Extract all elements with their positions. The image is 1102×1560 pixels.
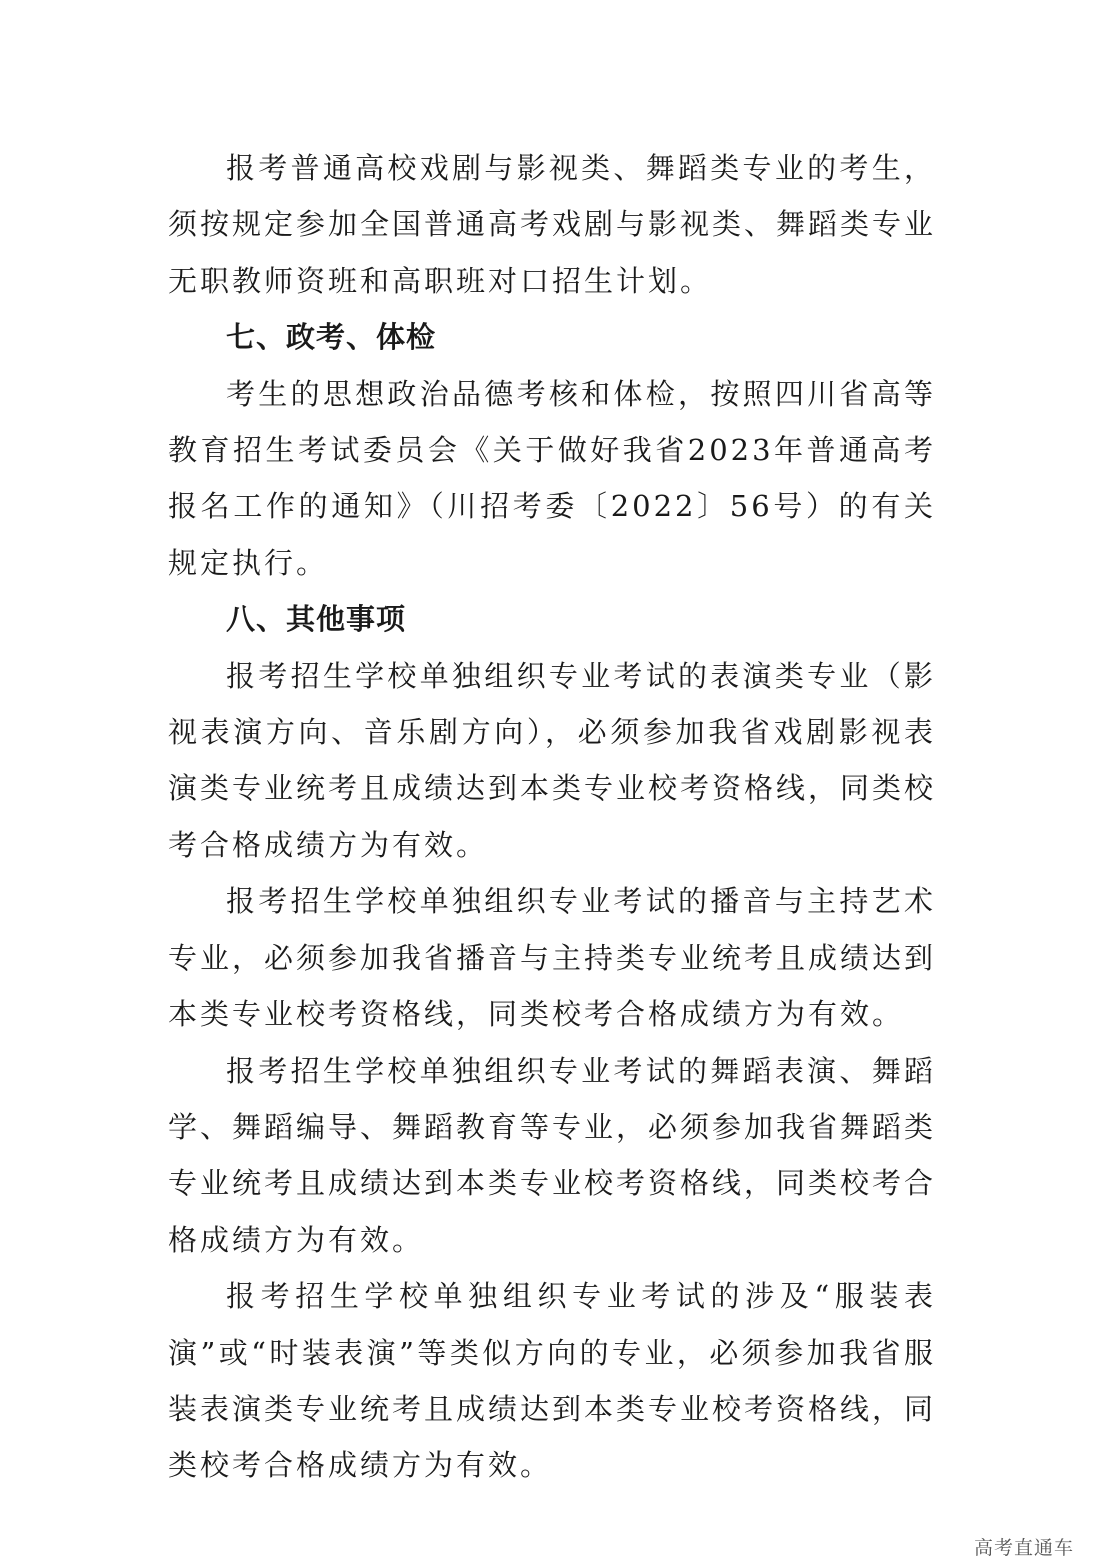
watermark: 高考直通车 [973, 1537, 1074, 1559]
paragraph-dance-major: 报考招生学校单独组织专业考试的舞蹈表演、舞蹈学、舞蹈编导、舞蹈教育等专业，必须参加我省舞蹈类专业统考且成绩达到本类专业校考资格线，同类校考合格成绩方为有效。 [168, 1053, 937, 1257]
paragraph-fashion-show-major: 报考招生学校单独组织专业考试的涉及“服装表演”或“时装表演”等类似方向的专业，必须参加我省服装表演类专业统考且成绩达到本类专业校考资格线，同类校考合格成绩方为有效。 [168, 1279, 937, 1483]
paragraph-art-exam-registration: 报考普通高校戏剧与影视类、舞蹈类专业的考生，须按规定参加全国普通高考戏剧与影视类、舞蹈类专业无职教师资班和高职班对口招生计划。 [168, 151, 937, 298]
document-body [168, 140, 936, 1494]
paragraph-broadcasting-major: 报考招生学校单独组织专业考试的播音与主持艺术专业，必须参加我省播音与主持类专业统考且成绩达到本类专业校考资格线，同类校考合格成绩方为有效。 [168, 884, 937, 1032]
paragraph-political-physical: 考生的思想政治品德考核和体检，按照四川省高等教育招生考试委员会《关于做好我省2023年普通高考报名工作的通知》（川招考委〔2022〕56号）的有关规定执行。 [168, 376, 936, 580]
paragraph-performance-major: 报考招生学校单独组织专业考试的表演类专业（影视表演方向、音乐剧方向），必须参加我省戏剧影视表演类专业统考且成绩达到本类专业校考资格线，同类校考合格成绩方为有效。 [168, 658, 937, 862]
section-heading-political-physical: 七、政考、体检 [226, 320, 437, 355]
section-heading-other-matters: 八、其他事项 [226, 602, 407, 637]
